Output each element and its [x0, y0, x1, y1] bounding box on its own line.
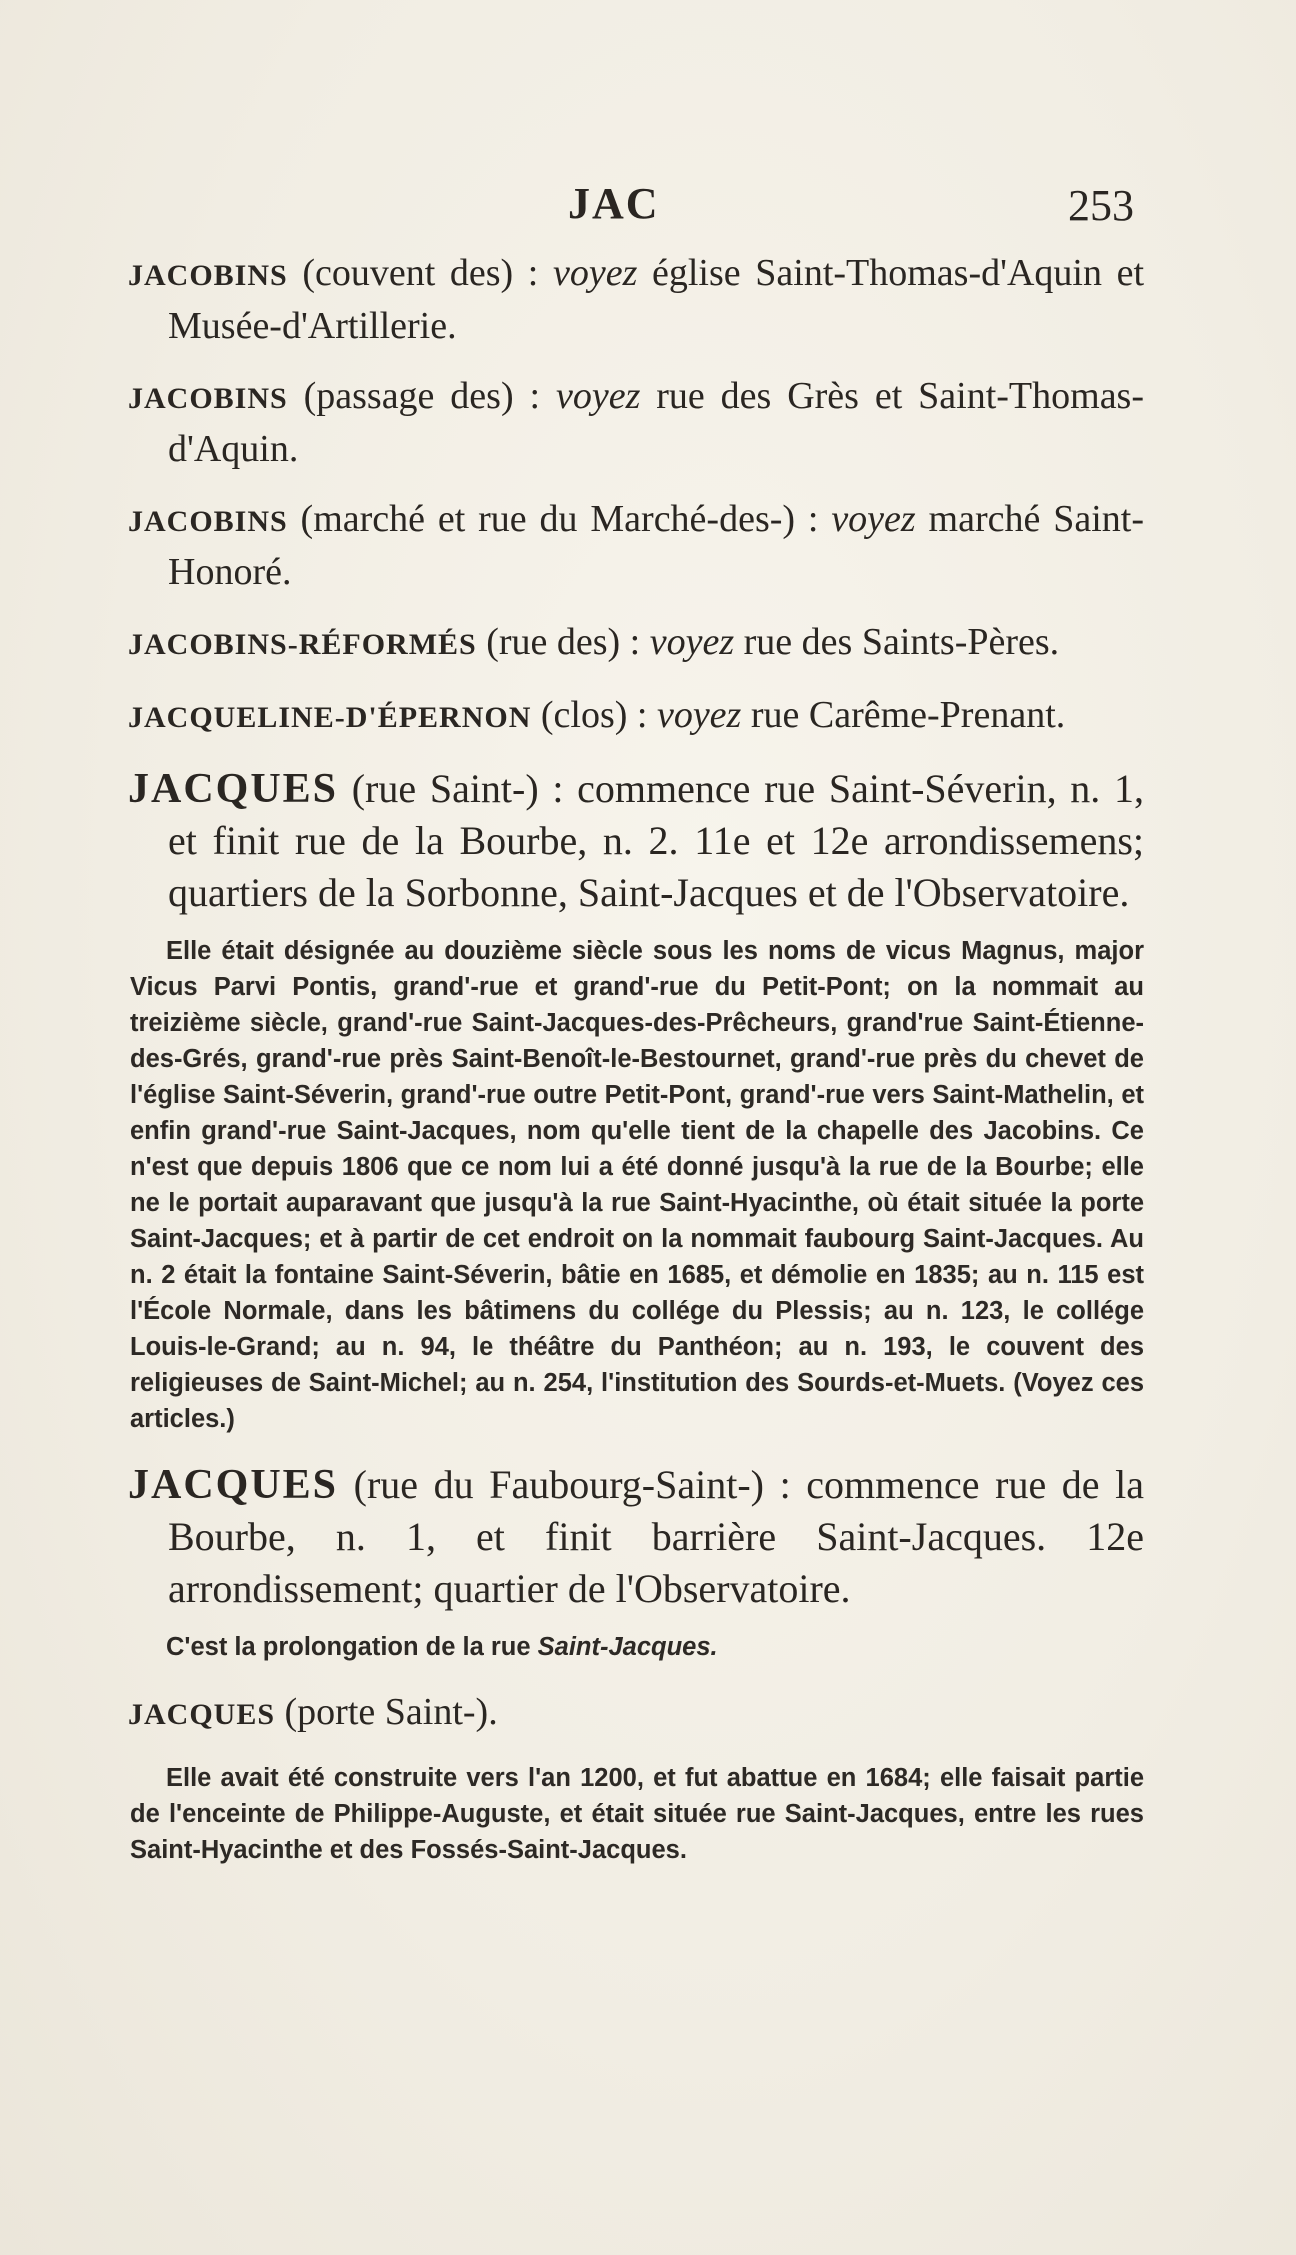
entry-note: Elle était désignée au douzième siècle sous les noms de vicus Magnus, major Vicus Parvi Pontis, grand'-rue et grand'-rue du Petit-Pont; on la nommait au treizième siècle, grand'-rue Saint-Jacques-des-Prêcheurs, grand'rue Saint-Étienne-des-Grés, grand'-rue près Saint-Benoît-le-Bestournet, grand'-rue près du chevet de l'église Saint-Séverin, grand'-rue outre Petit-Pont, grand'-rue vers Saint-Mathelin, et enfin grand'-rue Saint-Jacques, nom qu'elle tient de la chapelle des Jacobins. Ce n'est que depuis 1806 que ce nom lui a été donné jusqu'à la rue de la Bourbe; elle ne le portait auparavant que jusqu'à la rue Saint-Hyacinthe, où était située la porte Saint-Jacques; et à partir de cet endroit on la nommait faubourg Saint-Jacques. Au n. 2 était la fontaine Saint-Séverin, bâtie en 1685, et démolie en 1835; au n. 115 est l'École Normale, dans les bâtimens du collége du Plessis; au n. 123, le collége Louis-le-Grand; au n. 94, le théâtre du Panthéon; au n. 193, le couvent des religieuses de Saint-Michel; au n. 254, l'institution des Sourds-et-Muets. (Voyez ces articles.) — [130, 937, 1144, 1433]
see-word: voyez — [649, 621, 735, 663]
see-word: voyez — [555, 375, 641, 417]
headword: JACOBINS — [128, 259, 288, 292]
headword: JACQUELINE-D'ÉPERNON — [128, 701, 532, 734]
page-header — [0, 178, 1296, 238]
entry-text: (porte Saint-). — [275, 1691, 498, 1733]
headword: JACQUES — [128, 1698, 276, 1731]
headword: JACOBINS — [128, 505, 288, 538]
entry-text: rue des Grès et Saint-Thomas-d'Aquin. — [168, 375, 1145, 470]
dictionary-text — [128, 248, 1144, 1890]
headword: JACQUES — [128, 1462, 339, 1508]
entry-text: (rue Saint-) : commence rue Saint-Séverin, n. 1, et finit rue de la Bourbe, n. 2. 11e et 12e arrondissemens; quartiers de la Sorbonne, Saint-Jacques et de l'Observatoire. — [168, 766, 1144, 915]
entry-jacobins-couvent — [128, 248, 1144, 351]
entry-jacqueline — [128, 690, 1144, 743]
entry-text: marché Saint-Honoré. — [168, 498, 1144, 593]
note-text: C'est la prolongation de la rue — [166, 1633, 538, 1661]
running-head: JAC — [568, 179, 660, 228]
entry-faubourg-saint-jacques — [128, 1459, 1144, 1615]
headword: JACOBINS-RÉFORMÉS — [128, 628, 477, 661]
entry-note — [128, 1629, 1144, 1665]
entry-jacobins-marche — [128, 494, 1144, 597]
see-word: voyez — [553, 252, 638, 294]
page-number: 253 — [1068, 181, 1134, 230]
entry-text: (clos) : — [531, 694, 657, 736]
entry-text: (rue des) : — [476, 621, 650, 663]
see-word: voyez — [656, 694, 742, 736]
entry-jacobins-passage — [128, 371, 1144, 474]
entry-text: (marché et rue du Marché-des-) : — [287, 498, 832, 540]
entry-text: rue Carême-Prenant. — [741, 694, 1066, 736]
entry-text: église Saint-Thomas-d'Aquin et Musée-d'Artillerie. — [168, 252, 1144, 347]
entry-rue-saint-jacques — [128, 763, 1144, 919]
entry-note: Elle avait été construite vers l'an 1200, et fut abattue en 1684; elle faisait partie de l'enceinte de Philippe-Auguste, et était située rue Saint-Jacques, entre les rues Saint-Hyacinthe et des Fossés-Saint-Jacques. — [130, 1764, 1144, 1864]
entry-text: rue des Saints-Pères. — [734, 621, 1060, 663]
see-word: voyez — [831, 498, 916, 540]
note-italic: Saint-Jacques. — [537, 1633, 718, 1661]
headword: JACQUES — [128, 766, 339, 812]
entry-text: (couvent des) : — [287, 252, 553, 294]
entry-text: (passage des) : — [287, 375, 556, 417]
headword: JACOBINS — [128, 382, 288, 415]
entry-jacobins-reformes — [128, 617, 1144, 670]
entry-text: (rue du Faubourg-Saint-) : commence rue de la Bourbe, n. 1, et finit barrière Saint-Jacques. 12e arrondissement; quartier de l'Observatoire. — [168, 1462, 1144, 1611]
entry-porte-saint-jacques — [128, 1687, 1144, 1740]
